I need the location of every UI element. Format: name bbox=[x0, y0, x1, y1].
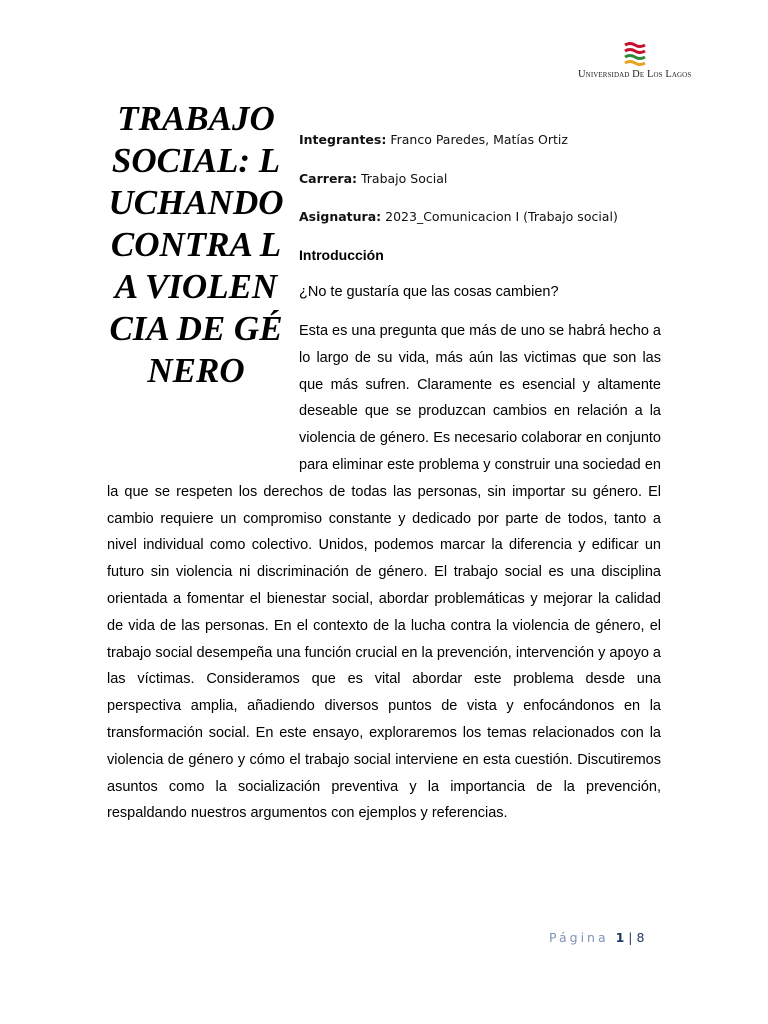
intro-heading: Introducción bbox=[299, 247, 384, 263]
meta-carrera bbox=[299, 171, 447, 186]
page-separator: | bbox=[624, 930, 637, 945]
meta-integrantes bbox=[299, 132, 568, 147]
body-text: Esta es una pregunta que más de uno se habrá hecho a lo largo de su vida, más aún las victimas que son las que más sufren. Claramente es esencial y altamente deseable que se produzcan cambios en relación a la violencia de género. Es necesario colaborar en conjunto para eliminar este problema y construir una sociedad en la que se respeten los derechos de todas las personas, sin importar su género. El cambio requiere un compromiso constante y dedicado por parte de todos, tanto a nivel individual como colectivo. Unidos, podemos marcar la diferencia y edificar un futuro sin violencia ni discriminación de género. El trabajo social es una disciplina orientada a fomentar el bienestar social, abordar problemáticas y mejorar la calidad de vida de las personas. En el contexto de la lucha contra la violencia de género, el trabajo social desempeña una función crucial en la prevención, intervención y apoyo a las víctimas. Consideramos que es vital abordar este problema desde una perspectiva amplia, añadiendo diversos puntos de vista y enfocándonos en la transformación social. En este ensayo, exploraremos los temas relacionados con la violencia de género y cómo el trabajo social interviene en esta cuestión. Discutiremos asuntos como la socialización preventiva y la importancia de la prevención, respaldando nuestros argumentos con ejemplos y referencias. bbox=[107, 323, 661, 822]
total-pages: 8 bbox=[636, 930, 645, 945]
page-number: 1 bbox=[615, 930, 625, 945]
university-logo bbox=[578, 42, 694, 80]
carrera-value: Trabajo Social bbox=[357, 171, 448, 186]
body-paragraph bbox=[107, 318, 661, 827]
carrera-label: Carrera: bbox=[299, 171, 358, 186]
integrantes-value: Franco Paredes, Matías Ortiz bbox=[386, 132, 568, 147]
integrantes-label: Integrantes: bbox=[299, 132, 387, 147]
page-word: Página bbox=[549, 930, 609, 945]
logo-text: Universidad De Los Lagos bbox=[578, 69, 692, 80]
document-title: TRABAJO SOCIAL: LUCHANDO CONTRA LA VIOLENCIA DE GÉNERO bbox=[108, 99, 284, 390]
logo-waves-icon bbox=[624, 42, 646, 66]
asignatura-label: Asignatura: bbox=[299, 209, 382, 224]
intro-question: ¿No te gustaría que las cosas cambien? bbox=[299, 284, 559, 300]
page-footer bbox=[549, 930, 644, 945]
asignatura-value: 2023_Comunicacion I (Trabajo social) bbox=[381, 209, 618, 224]
meta-asignatura bbox=[299, 209, 618, 224]
title-float-spacer bbox=[107, 318, 299, 470]
